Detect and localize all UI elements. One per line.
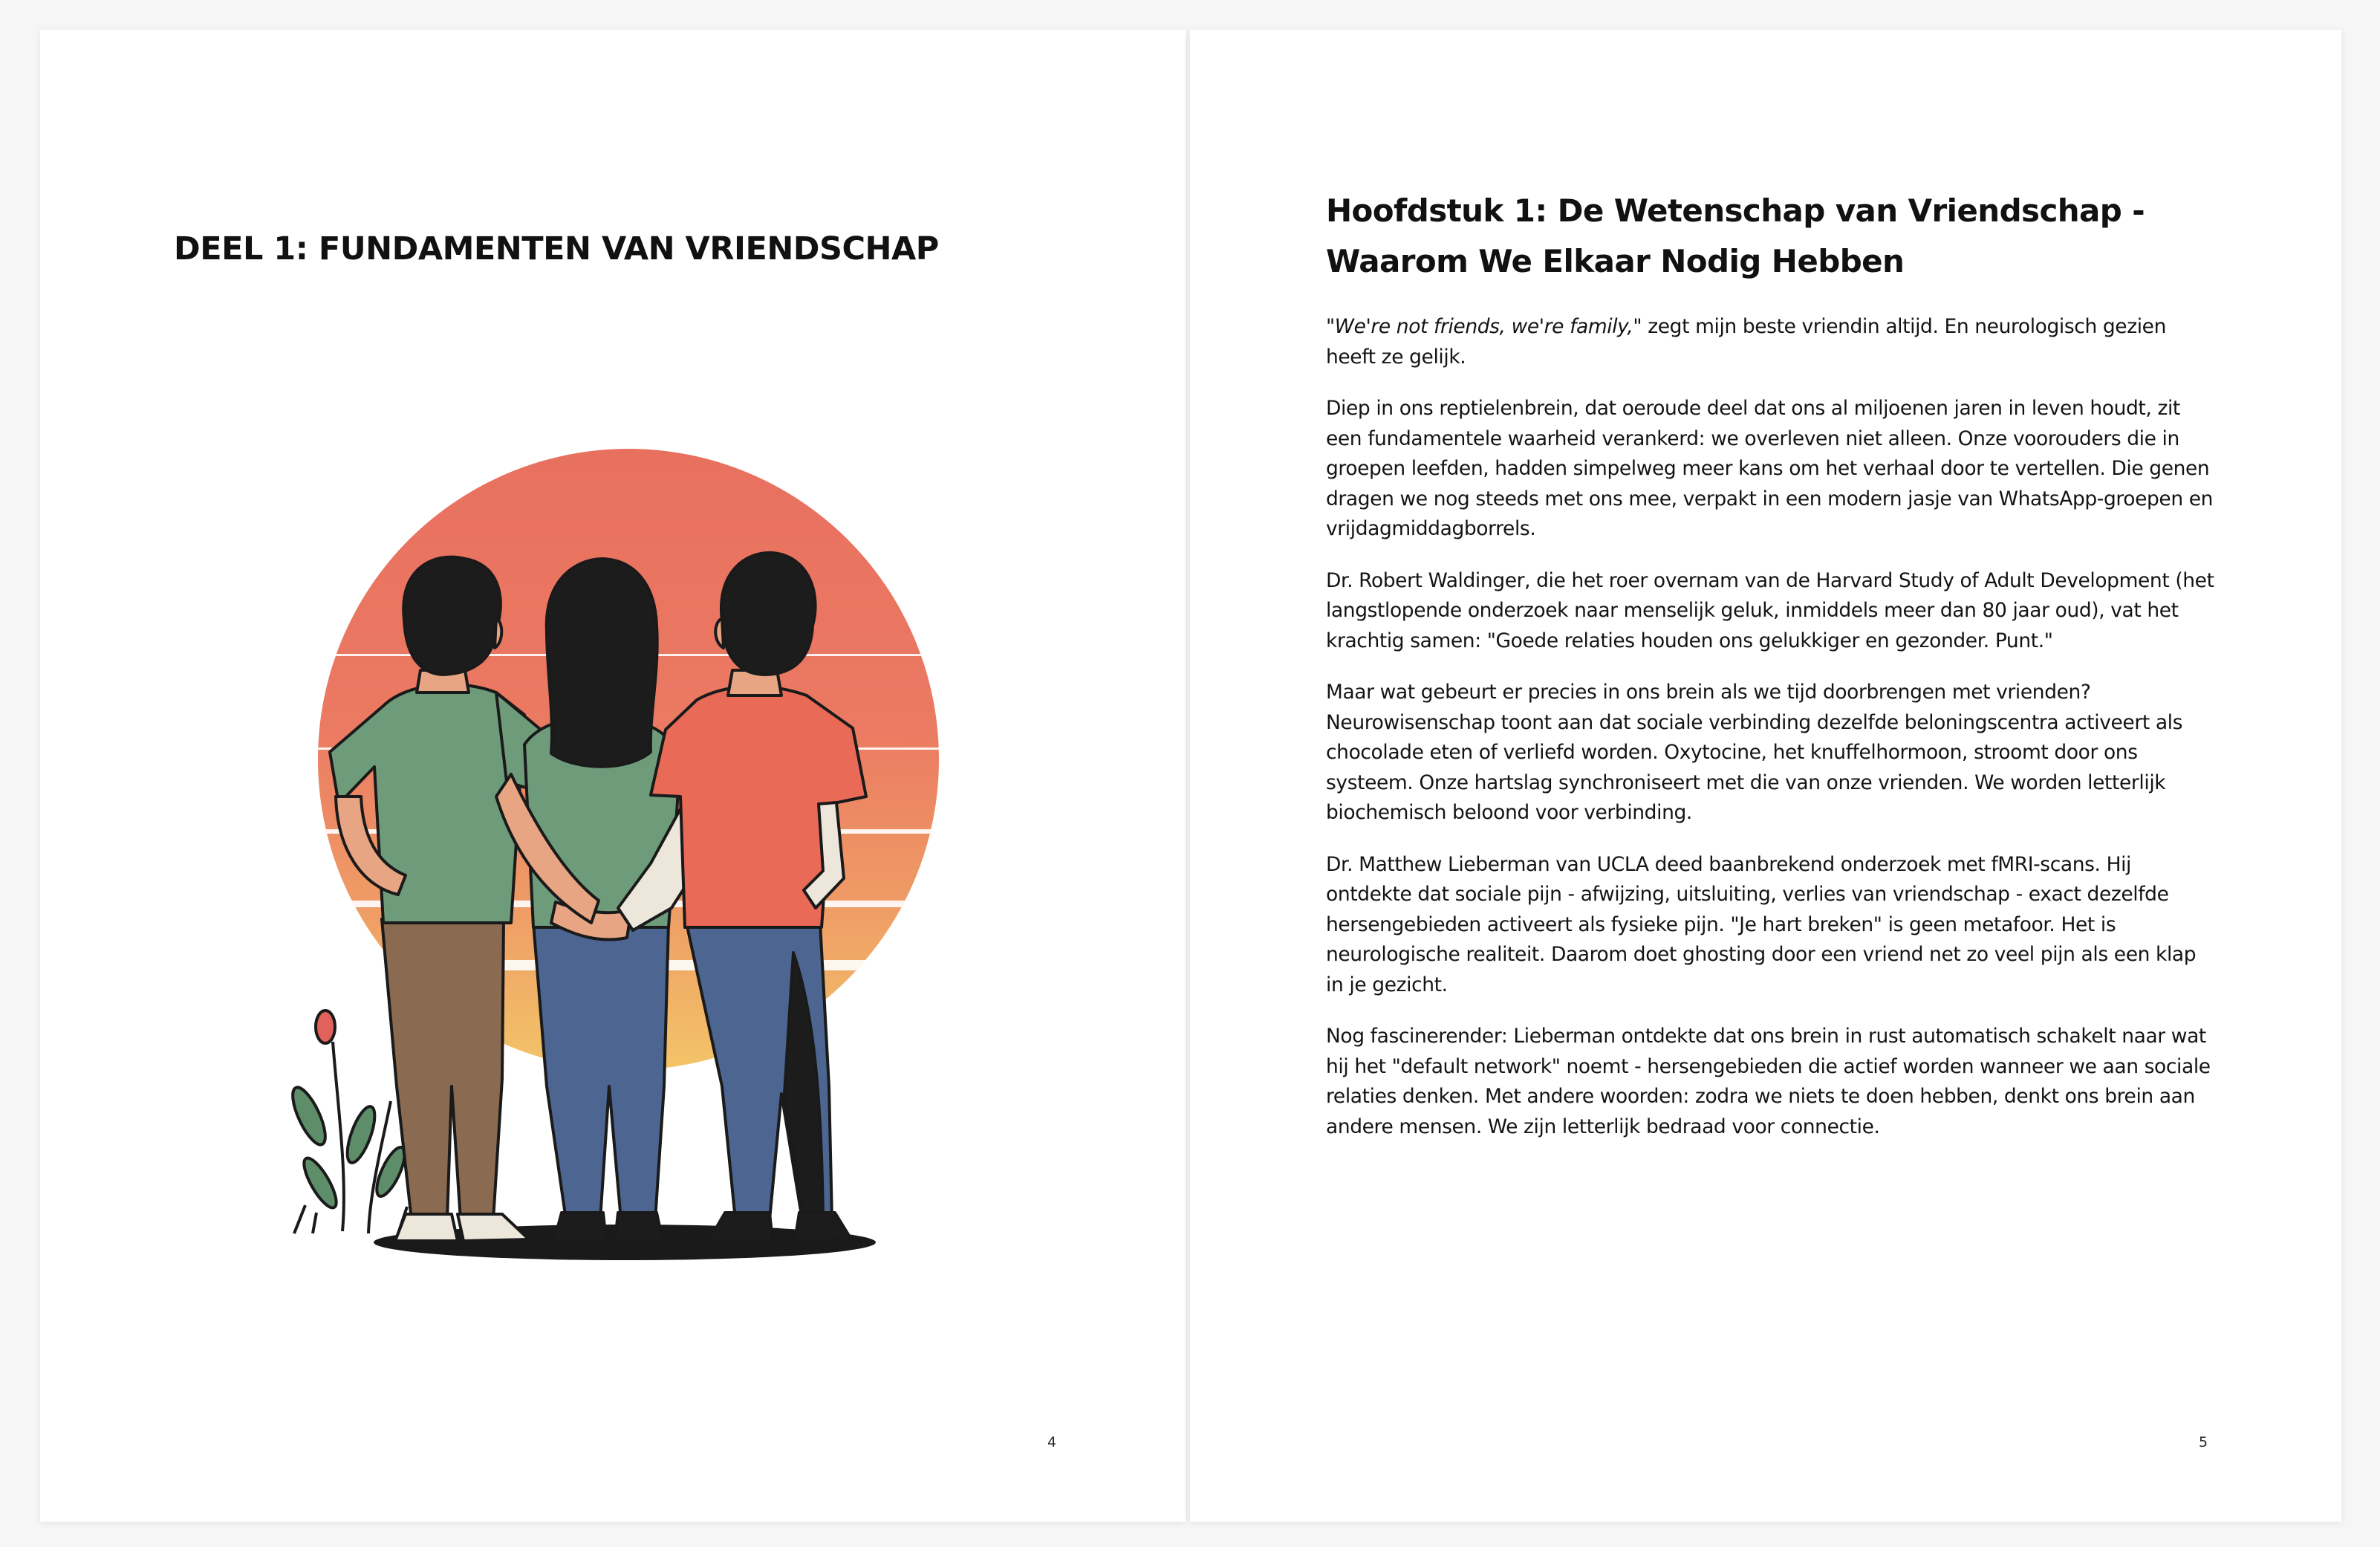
paragraph-6: Nog fascinerender: Lieberman ontdekte dat ons brein in rust automatisch schakelt naar wat hij het "default network" noemt - hersengebieden die actief worden wanneer we aan sociale relaties denken. Met andere woorden: zodra we niets te doen hebben, denkt ons brein aan andere mensen. We zijn letterlijk bedraad voor connectie. xyxy=(1326,1025,2211,1138)
paragraph-1 xyxy=(1326,312,2217,372)
left-page xyxy=(40,30,1186,1522)
paragraph-5: Dr. Matthew Lieberman van UCLA deed baanbrekend onderzoek met fMRI-scans. Hij ontdekte dat sociale pijn - afwijzing, uitsluiting, verlies van vriendschap - exact dezelfde hersengebieden activeert als fysieke pijn. "Je hart breken" is geen metafoor. Het is neurologische realiteit. Daarom doet ghosting door een vriend net zo veel pijn als een klap in je gezicht. xyxy=(1326,852,2197,996)
three-friends-sunset-illustration xyxy=(279,447,963,1272)
page-number-left: 4 xyxy=(1047,1434,1057,1450)
opening-quote: "We're not friends, we're family," xyxy=(1326,315,1642,338)
right-page xyxy=(1190,30,2341,1522)
chapter-body xyxy=(1326,312,2217,1164)
page-number-right: 5 xyxy=(2199,1434,2208,1450)
paragraph-2: Diep in ons reptielenbrein, dat oeroude deel dat ons al miljoenen jaren in leven houdt, zit een fundamentele waarheid verankerd: we overleven niet alleen. Onze voorouders die in groepen leefden, hadden simpelweg meer kans om het verhaal door te vertellen. Die genen dragen we nog steeds met ons mee, verpakt in een modern jasje van WhatsApp-groepen en vrijdagmiddagborrels. xyxy=(1326,397,2214,540)
paragraph-text: zegt mijn beste vriendin altijd. En neurologisch gezien heeft ze gelijk. xyxy=(1326,315,2166,369)
chapter-title: Hoofdstuk 1: De Wetenschap van Vriendschap - Waarom We Elkaar Nodig Hebben xyxy=(1326,192,2145,279)
paragraph-4: Maar wat gebeurt er precies in ons brein als we tijd doorbrengen met vrienden? Neurowisenschap toont aan dat sociale verbinding dezelfde beloningscentra activeert als chocolade eten of verliefd worden. Oxytocine, het knuffelhormoon, stroomt door ons systeem. Onze hartslag synchroniseert met die van onze vrienden. We worden letterlijk biochemisch beloond voor verbinding. xyxy=(1326,681,2183,824)
paragraph-3: Dr. Robert Waldinger, die het roer overnam van de Harvard Study of Adult Development (het langstlopende onderzoek naar menselijk geluk, inmiddels meer dan 80 jaar oud), vat het krachtig samen: "Goede relaties houden ons gelukkiger en gezonder. Punt." xyxy=(1326,568,2214,652)
part-title: DEEL 1: FUNDAMENTEN VAN VRIENDSCHAP xyxy=(174,230,939,267)
